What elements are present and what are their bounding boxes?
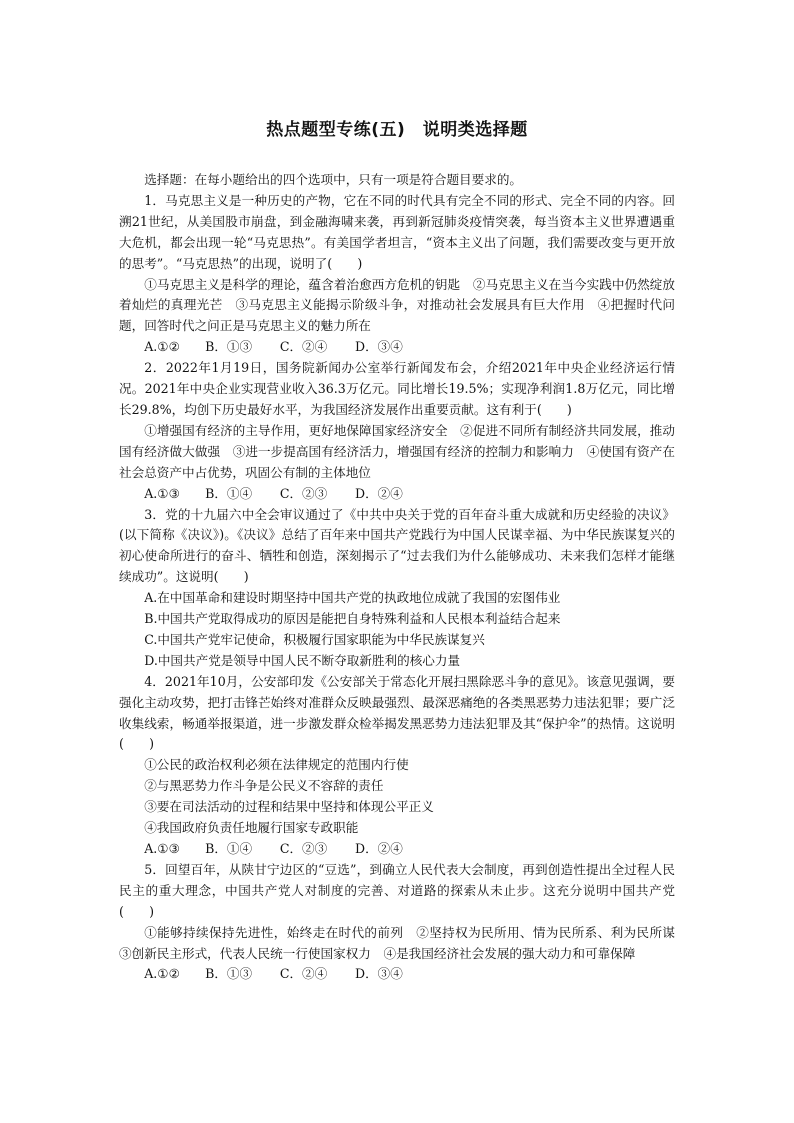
choice-d: D．②④ xyxy=(354,841,403,856)
question-stem: 1．马克思主义是一种历史的产物，它在不同的时代具有完全不同的形式、完全不同的内容。回溯21世纪，从美国股市崩盘，到金融海啸来袭，再到新冠肺炎疫情突袭，每当资本主义世界遭遇重大危机，都会出现一轮“马克思热”。有美国学者坦言，“资本主义出了问题，我们需要改变与更开放的思考”。“马克思热”的出现，说明了( ) xyxy=(119,192,675,271)
choice-c: C．②③ xyxy=(279,841,328,856)
choice-c: C．②④ xyxy=(279,966,328,982)
option-line: C.中国共产党牢记使命，积极履行国家职能为中华民族谋复兴 xyxy=(144,631,485,647)
option-line: B.中国共产党取得成功的原因是能把自身特殊利益和人民根本利益结合起来 xyxy=(144,611,561,627)
statement-line: ③要在司法活动的过程和结果中坚持和体现公平正义 xyxy=(144,799,434,815)
instruction: 选择题：在每小题给出的四个选项中，只有一项是符合题目要求的。 xyxy=(144,172,522,187)
answer-choices xyxy=(119,964,675,985)
choice-a: A.①② xyxy=(144,966,180,982)
document-page xyxy=(119,115,688,985)
question-stem: 3．党的十九届六中全会审议通过了《中共中央关于党的百年奋斗重大成就和历史经验的决议》(以下简称《决议》)。《决议》总结了百年来中国共产党践行为中国人民谋幸福、为中华民族谋复兴的初心使命所进行的奋斗、牺牲和创造，深刻揭示了“过去我们为什么能够成功、未来我们怎样才能继续成功”。这说明( ) xyxy=(119,506,675,585)
statement-line: ②与黑恶势力作斗争是公民义不容辞的责任 xyxy=(144,778,384,794)
choice-b: B．①③ xyxy=(205,966,253,982)
question-3 xyxy=(119,505,675,672)
question-4 xyxy=(119,672,675,860)
question-statements: ①增强国有经济的主导作用，更好地保障国家经济安全 ②促进不同所有制经济共同发展，推动国有经济做大做强 ③进一步提高国有经济活力，增强国有经济的控制力和影响力 ④使国有资产在社会总资产中占优势，巩固公有制的主体地位 xyxy=(119,422,675,480)
choice-c: C．②④ xyxy=(279,339,328,355)
option-line: D.中国共产党是领导中国人民不断夺取新胜利的核心力量 xyxy=(144,652,461,668)
question-1 xyxy=(119,191,675,358)
choice-d: D．②④ xyxy=(354,485,403,501)
choice-c: C．②③ xyxy=(279,485,328,501)
choice-d: D．③④ xyxy=(354,339,403,355)
choice-a: A.①③ xyxy=(144,841,180,856)
choice-b: B．①④ xyxy=(205,841,253,856)
statement-line: ④我国政府负责任地履行国家专政职能 xyxy=(144,820,359,836)
option-line: A.在中国革命和建设时期坚持中国共产党的执政地位成就了我国的宏图伟业 xyxy=(144,590,561,606)
answer-choices xyxy=(119,484,675,505)
question-statements: ①能够持续保持先进性，始终走在时代的前列 ②坚持权为民所用、情为民所系、利为民所谋 ③创新民主形式，代表人民统一行使国家权力 ④是我国经济社会发展的强大动力和可靠保障 xyxy=(119,924,688,961)
question-5 xyxy=(119,860,688,985)
question-statements: ①马克思主义是科学的理论，蕴含着治愈西方危机的钥匙 ②马克思主义在当今实践中仍然绽放着灿烂的真理光芒 ③马克思主义能揭示阶级斗争，对推动社会发展具有巨大作用 ④把握时代问题，回答时代之问正是马克思主义的魅力所在 xyxy=(119,276,675,334)
question-stem: 2．2022年1月19日，国务院新闻办公室举行新闻发布会，介绍2021年中央企业经济运行情况。2021年中央企业实现营业收入36.3万亿元。同比增长19.5%；实现净利润1.8万亿元，同比增长29.8%，均创下历史最好水平，为我国经济发展作出重要贡献。这有利于( ) xyxy=(119,360,675,417)
page-title: 热点题型专练(五) 说明类选择题 xyxy=(266,120,528,140)
question-2 xyxy=(119,358,675,504)
choice-b: B．①④ xyxy=(205,485,253,501)
choice-b: B．①③ xyxy=(205,339,253,355)
choice-a: A.①② xyxy=(144,339,180,355)
question-stem: 5．回望百年，从陕甘宁边区的“豆选”，到确立人民代表大会制度，再到创造性提出全过程人民民主的重大理念，中国共产党人对制度的完善、对道路的探索从未止步。这充分说明中国共产党( ) xyxy=(119,861,675,919)
answer-choices xyxy=(119,839,675,860)
answer-choices xyxy=(119,337,675,358)
choice-a: A.①③ xyxy=(144,485,180,501)
statement-line: ①公民的政治权利必须在法律规定的范围内行使 xyxy=(144,757,409,773)
choice-d: D．③④ xyxy=(354,966,403,982)
question-stem: 4．2021年10月，公安部印发《公安部关于常态化开展扫黑除恶斗争的意见》。该意见强调，要强化主动攻势，把打击锋芒始终对准群众反映最强烈、最深恶痛绝的各类黑恶势力违法犯罪；要广泛收集线索，畅通举报渠道，进一步激发群众检举揭发黑恶势力违法犯罪及其“保护伞”的热情。这说明( ) xyxy=(119,673,675,752)
